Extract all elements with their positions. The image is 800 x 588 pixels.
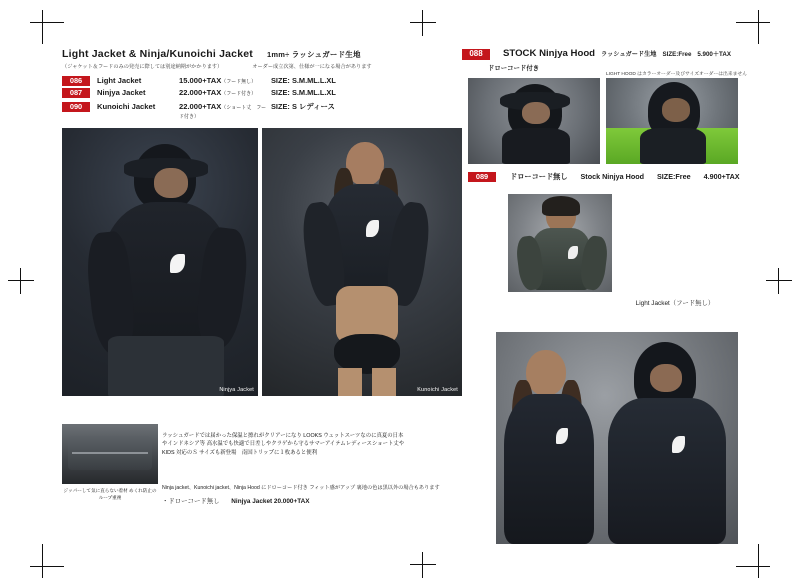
photo-ninjya-jacket — [62, 128, 258, 396]
product-price-086-note: （フード無し） — [221, 79, 257, 85]
product-size-090: SIZE: S レディース — [271, 101, 335, 111]
table-row — [62, 101, 462, 120]
stock-hood-note: LIGHT HOOD はカラーオーダー及びサイズオーダーは出来ません — [606, 72, 747, 77]
registration-mark-bottom — [410, 552, 436, 578]
stock-hood-title-row — [462, 48, 747, 60]
photo-kunoichi-jacket — [262, 128, 462, 396]
bottom-notes — [162, 484, 482, 508]
right-column — [462, 48, 747, 77]
photo-light-jacket — [508, 194, 612, 292]
product-089-price: 4.900+TAX — [703, 172, 740, 181]
registration-mark-left — [8, 268, 34, 294]
light-jacket-caption: Light Jacket（フード無し） — [635, 300, 715, 307]
product-size-087: SIZE: S.M.ML.L.XL — [271, 88, 336, 98]
product-price-090-note: （ショート丈 フード付き） — [179, 104, 267, 120]
stock-hood-price: 5.900＋TAX — [697, 51, 731, 58]
fabric-swatch-caption-text: ジッパーして気に直らない着材 めくれ防止のループ重複 — [63, 488, 157, 500]
product-name-086: Light Jacket — [97, 76, 142, 85]
left-note-a: （ジャケット＆フードのみの発売に際しては別途納期がかかります） — [62, 64, 223, 70]
registration-mark-top — [410, 10, 436, 36]
product-price-086 — [179, 76, 271, 85]
product-price-087 — [179, 88, 271, 97]
photo-caption-kunoichi: Kunoichi Jacket — [417, 387, 458, 393]
product-code-090: 090 — [62, 102, 90, 112]
photo-caption-ninjya: Ninjya Jacket — [219, 387, 254, 393]
product-size-086: SIZE: S.M.ML.L.XL — [271, 76, 336, 85]
bottom-note-bold-prefix: ・ドローコード無し — [162, 498, 220, 506]
left-notes — [62, 63, 462, 70]
table-row — [62, 88, 462, 98]
product-price-086-value: 15.000+TAX — [179, 76, 222, 85]
product-price-087-note: （フード付き） — [221, 91, 257, 98]
product-089-label: ドローコード無し — [510, 172, 568, 181]
registration-mark-right — [766, 268, 792, 294]
left-title-row — [62, 48, 462, 60]
left-price-table — [62, 76, 462, 120]
product-code-088: 088 — [462, 49, 490, 60]
product-code-087: 087 — [62, 88, 90, 98]
product-price-090-value: 22.000+TAX — [179, 101, 222, 111]
product-price-090 — [179, 102, 271, 120]
photo-ninjya-hood-front — [468, 78, 600, 164]
photo-pair-models — [496, 332, 738, 544]
bottom-paragraph-line-3: KIDS 対応のＳ サイズも新登場 南国トリップに１枚あると便利 — [162, 449, 318, 456]
product-name-090: Kunoichi Jacket — [97, 101, 156, 111]
product-089-size: SIZE:Free — [657, 172, 691, 181]
row-089 — [468, 172, 758, 182]
left-title-sub: 1mm÷ ラッシュガード生地 — [267, 50, 361, 59]
table-row — [62, 76, 462, 86]
bottom-note-small: Ninja jacket、Kunoichi jacket、Ninja Hood にドローコード付き フィット感がアップ 裏地の色は黒以外の場合もあります — [162, 485, 440, 491]
stock-hood-title-note: ラッシュガード生地 — [601, 51, 657, 58]
photo-ninjya-hood-side — [606, 78, 738, 164]
bottom-note-bold — [162, 497, 482, 507]
crop-mark-top-right — [736, 10, 770, 44]
left-title: Light Jacket & Ninja/Kunoichi Jacket — [62, 48, 253, 60]
bottom-paragraph-line-1: ラッシュガードでは届かった保温と擦れがクリアーになり LOOKS ウェットスーツなのに真夏の日本 — [162, 433, 404, 439]
photo-fabric-detail — [62, 424, 158, 484]
product-code-089: 089 — [468, 172, 496, 182]
product-name-087: Ninjya Jacket — [97, 88, 146, 98]
crop-mark-top-left — [30, 10, 64, 44]
bottom-paragraph — [162, 432, 462, 457]
stock-hood-subtitle: ドローコード付き — [488, 64, 540, 72]
bottom-note-bold-product: Ninjya Jacket 20.000+TAX — [231, 498, 310, 506]
crop-mark-bottom-right — [736, 544, 770, 578]
bottom-paragraph-line-2: やインドネシア等 高水温でも快適で日差しやクラゲから守るサマーアイテムレディースショート丈や — [162, 441, 405, 448]
stock-hood-size: SIZE:Free — [662, 51, 692, 58]
stock-hood-title: STOCK Ninjya Hood — [503, 48, 596, 59]
product-price-087-value: 22.000+TAX — [179, 88, 222, 98]
product-code-086: 086 — [62, 76, 90, 86]
left-note-b: オーダー成立次第、仕様が一になる場合があります — [252, 64, 372, 70]
left-column — [62, 48, 462, 122]
crop-mark-bottom-left — [30, 544, 64, 578]
product-089-name: Stock Ninjya Hood — [580, 172, 645, 181]
fabric-swatch-caption — [62, 488, 158, 501]
